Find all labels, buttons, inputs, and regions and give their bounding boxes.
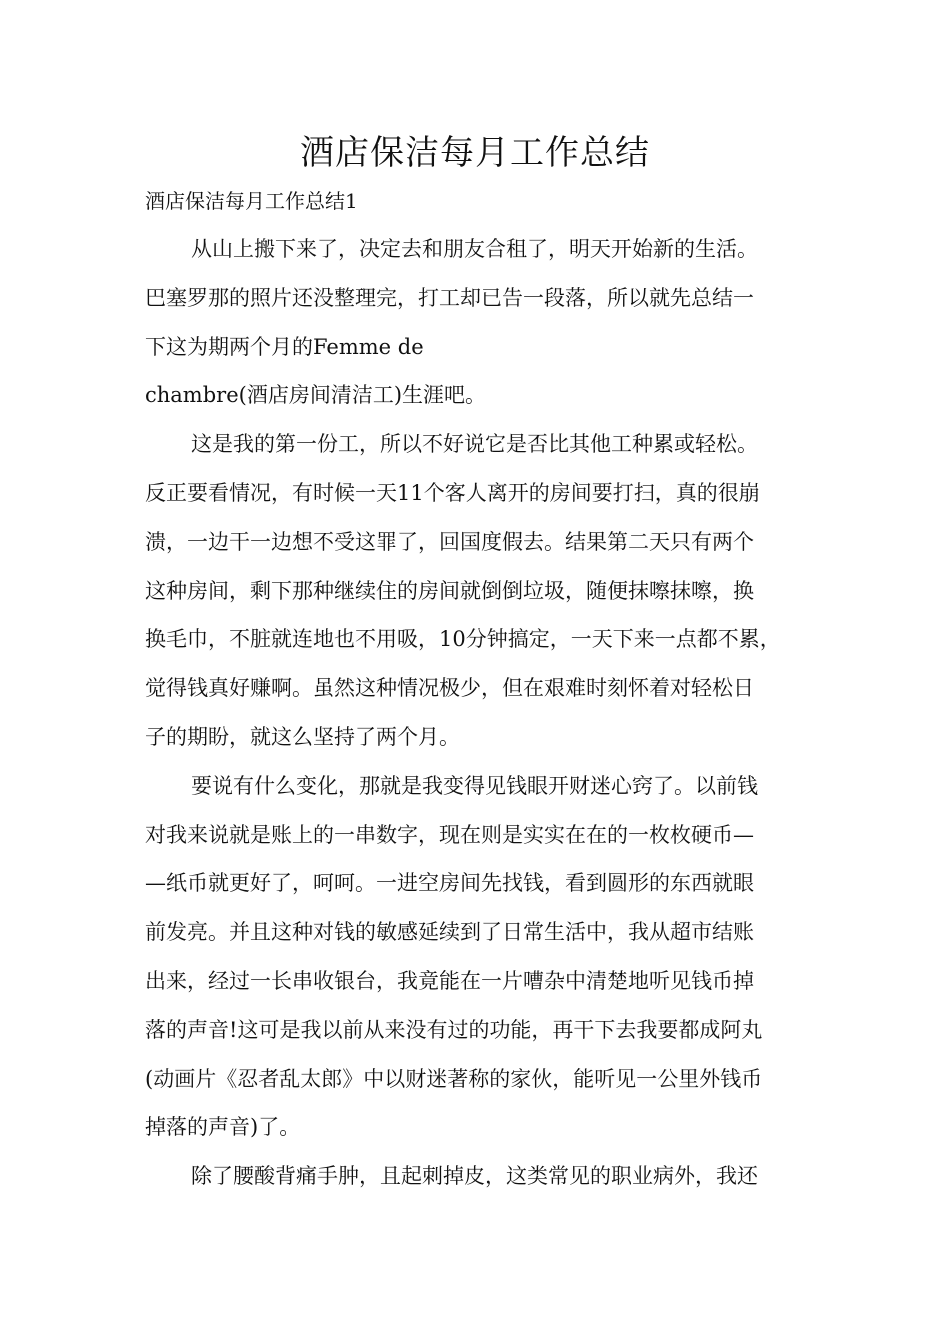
paragraph-line: 对我来说就是账上的一串数字，现在则是实实在在的一枚枚硬币— (145, 822, 754, 847)
paragraph-line: —纸币就更好了，呵呵。一进空房间先找钱，看到圆形的东西就眼 (145, 871, 754, 896)
paragraph-line: 子的期盼，就这么坚持了两个月。 (145, 724, 460, 749)
paragraph-line: chambre(酒店房间清洁工)生涯吧。 (145, 383, 487, 408)
paragraph-line: 反正要看情况，有时候一天11个客人离开的房间要打扫，真的很崩 (145, 480, 760, 505)
body-text (145, 234, 835, 1210)
paragraph-first-line: 从山上搬下来了，决定去和朋友合租了，明天开始新的生活。 (191, 237, 758, 261)
paragraph-line: 溃，一边干一边想不受这罪了，回国度假去。结果第二天只有两个 (145, 529, 754, 554)
paragraph-first-line: 这是我的第一份工，所以不好说它是否比其他工种累或轻松。 (191, 432, 758, 457)
paragraph-first-line: 要说有什么变化，那就是我变得见钱眼开财迷心窍了。以前钱 (191, 773, 758, 798)
paragraph-first-line: 除了腰酸背痛手肿，且起刺掉皮，这类常见的职业病外，我还 (191, 1164, 758, 1189)
paragraph-line: 落的声音!这可是我以前从来没有过的功能，再干下去我要都成阿丸 (145, 1017, 763, 1042)
paragraph-line: (动画片《忍者乱太郎》中以财迷著称的家伙，能听见一公里外钱币 (145, 1066, 763, 1091)
paragraph-line: 这种房间，剩下那种继续住的房间就倒倒垃圾，随便抹嚓抹嚓，换 (145, 578, 754, 603)
paragraph-line: 下这为期两个月的Femme de (145, 334, 424, 359)
paragraph-line: 掉落的声音)了。 (145, 1115, 301, 1140)
paragraph-line: 前发亮。并且这种对钱的敏感延续到了日常生活中，我从超市结账 (145, 920, 754, 945)
section-heading: 酒店保洁每月工作总结1 (145, 189, 358, 213)
paragraph-line: 出来，经过一长串收银台，我竟能在一片嘈杂中清楚地听见钱币掉 (145, 968, 754, 993)
paragraph-line: 觉得钱真好赚啊。虽然这种情况极少，但在艰难时刻怀着对轻松日 (145, 676, 754, 701)
paragraph-line: 巴塞罗那的照片还没整理完，打工却已告一段落，所以就先总结一 (145, 285, 754, 310)
paragraph-line: 换毛巾，不脏就连地也不用吸，10分钟搞定，一天下来一点都不累， (145, 627, 781, 652)
document-title: 酒店保洁每月工作总结 (300, 133, 650, 173)
